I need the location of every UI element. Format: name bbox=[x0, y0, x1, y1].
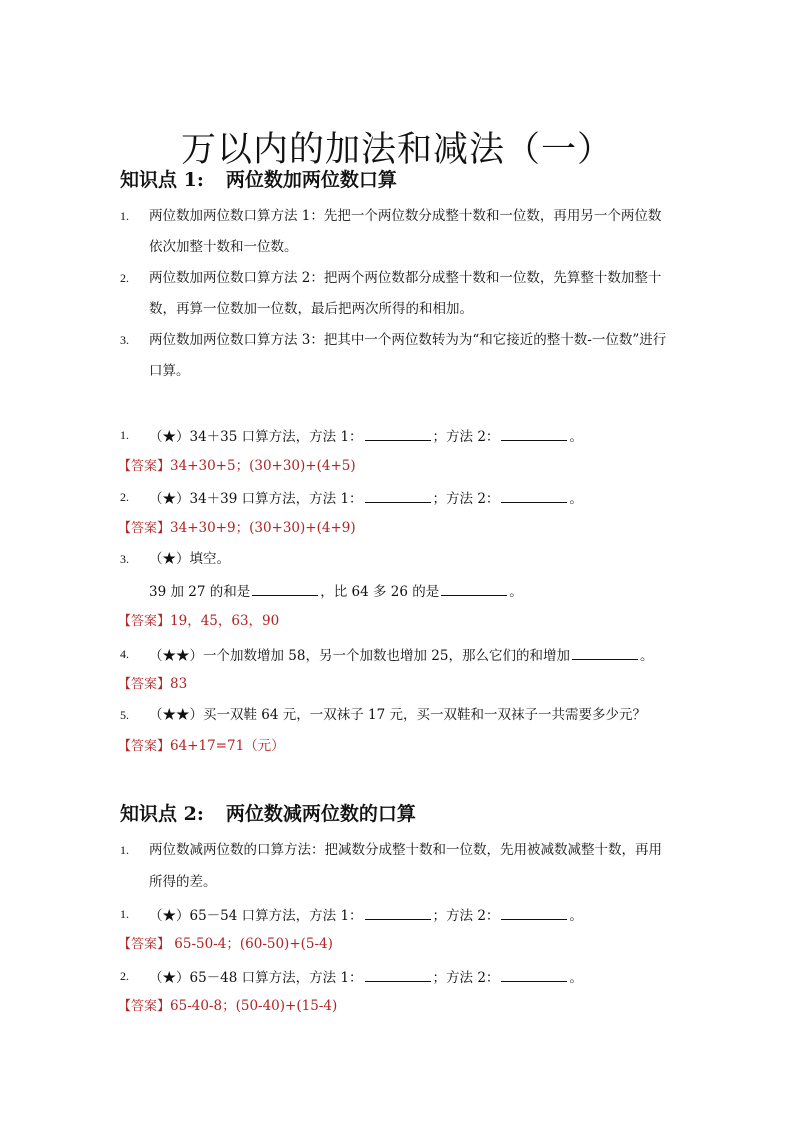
answer-line bbox=[118, 518, 356, 539]
section-1-label: 知识点 1: bbox=[120, 169, 204, 191]
section-2-label: 知识点 2: bbox=[120, 803, 204, 825]
question-text: （★）65－54 口算方法，方法 1： ；方法 2： 。 bbox=[149, 904, 583, 926]
answer-text: 64+17=71（元） bbox=[170, 738, 285, 754]
method-text: 两位数加两位数口算方法 3：把其中一个两位数转为为“和它接近的整十数-一位数”进行 bbox=[149, 332, 667, 348]
item-number: 1. bbox=[120, 843, 129, 857]
item-number: 1. bbox=[120, 428, 129, 442]
method-text-continued: 依次加整十数和一位数。 bbox=[149, 239, 298, 255]
method-text: 两位数加两位数口算方法 1：先把一个两位数分成整十数和一位数，再用另一个两位数 bbox=[149, 208, 662, 224]
item-number: 1. bbox=[120, 209, 129, 223]
answer-line bbox=[118, 996, 337, 1017]
method-text: 两位数加两位数口算方法 2：把两个两位数都分成整十数和一位数，先算整十数加整十 bbox=[149, 270, 662, 286]
answer-text: 19，45，63，90 bbox=[170, 613, 280, 629]
item-number: 2. bbox=[120, 271, 129, 285]
section-2-title: 两位数减两位数的口算 bbox=[225, 803, 416, 825]
answer-blank[interactable] bbox=[501, 425, 567, 441]
item-number: 5. bbox=[120, 708, 129, 722]
method-text-continued: 口算。 bbox=[149, 363, 190, 379]
answer-line bbox=[118, 674, 187, 695]
item-number: 4. bbox=[120, 647, 129, 661]
question-text: （★）65－48 口算方法，方法 1： ；方法 2： 。 bbox=[149, 966, 583, 988]
answer-blank[interactable] bbox=[252, 580, 318, 596]
question-text: （★）填空。 bbox=[149, 551, 230, 567]
answer-text: 34+30+5；(30+30)+(4+5) bbox=[170, 458, 356, 474]
answer-line bbox=[118, 736, 285, 757]
item-number: 3. bbox=[120, 333, 129, 347]
question-text: （★★）买一双鞋 64 元，一双袜子 17 元，买一双鞋和一双袜子一共需要多少元？ bbox=[149, 707, 647, 723]
answer-text: 65-40-8；(50-40)+(15-4) bbox=[170, 998, 338, 1014]
question-text: （★）34＋39 口算方法，方法 1： ；方法 2： 。 bbox=[149, 487, 583, 509]
answer-tag: 【答案】 bbox=[118, 614, 171, 629]
question-text: （★★）一个加数增加 58，另一个加数也增加 25，那么它们的和增加 。 bbox=[149, 644, 653, 666]
section-2-heading bbox=[120, 801, 416, 827]
answer-text: 65-50-4；(60-50)+(5-4) bbox=[170, 936, 333, 952]
answer-blank[interactable] bbox=[501, 487, 567, 503]
answer-tag: 【答案】 bbox=[118, 677, 171, 692]
question-text: （★）34＋35 口算方法，方法 1： ；方法 2： 。 bbox=[149, 425, 583, 447]
answer-blank[interactable] bbox=[365, 487, 431, 503]
answer-tag: 【答案】 bbox=[118, 937, 171, 952]
answer-tag: 【答案】 bbox=[118, 999, 171, 1014]
section-1-heading bbox=[120, 167, 397, 193]
method-text-continued: 所得的差。 bbox=[149, 874, 217, 890]
answer-line bbox=[118, 456, 356, 477]
method-text-continued: 数，再算一位数加一位数，最后把两次所得的和相加。 bbox=[149, 301, 473, 317]
method-text: 两位数减两位数的口算方法：把减数分成整十数和一位数，先用被减数减整十数，再用 bbox=[149, 842, 662, 858]
answer-blank[interactable] bbox=[501, 966, 567, 982]
item-number: 2. bbox=[120, 490, 129, 504]
answer-blank[interactable] bbox=[365, 904, 431, 920]
answer-line bbox=[118, 934, 333, 955]
answer-text: 34+30+9；(30+30)+(4+9) bbox=[170, 520, 356, 536]
item-number: 2. bbox=[120, 969, 129, 983]
answer-text: 83 bbox=[170, 676, 188, 692]
answer-blank[interactable] bbox=[501, 904, 567, 920]
answer-tag: 【答案】 bbox=[118, 521, 171, 536]
answer-blank[interactable] bbox=[365, 966, 431, 982]
answer-blank[interactable] bbox=[572, 644, 638, 660]
question-subline: 39 加 27 的和是 ，比 64 多 26 的是 。 bbox=[149, 580, 523, 602]
page-title: 万以内的加法和减法（一） bbox=[180, 130, 613, 171]
item-number: 1. bbox=[120, 907, 129, 921]
answer-line bbox=[118, 611, 279, 632]
section-1-title: 两位数加两位数口算 bbox=[225, 169, 397, 191]
answer-blank[interactable] bbox=[365, 425, 431, 441]
answer-blank[interactable] bbox=[441, 580, 507, 596]
answer-tag: 【答案】 bbox=[118, 739, 171, 754]
answer-tag: 【答案】 bbox=[118, 459, 171, 474]
item-number: 3. bbox=[120, 552, 129, 566]
